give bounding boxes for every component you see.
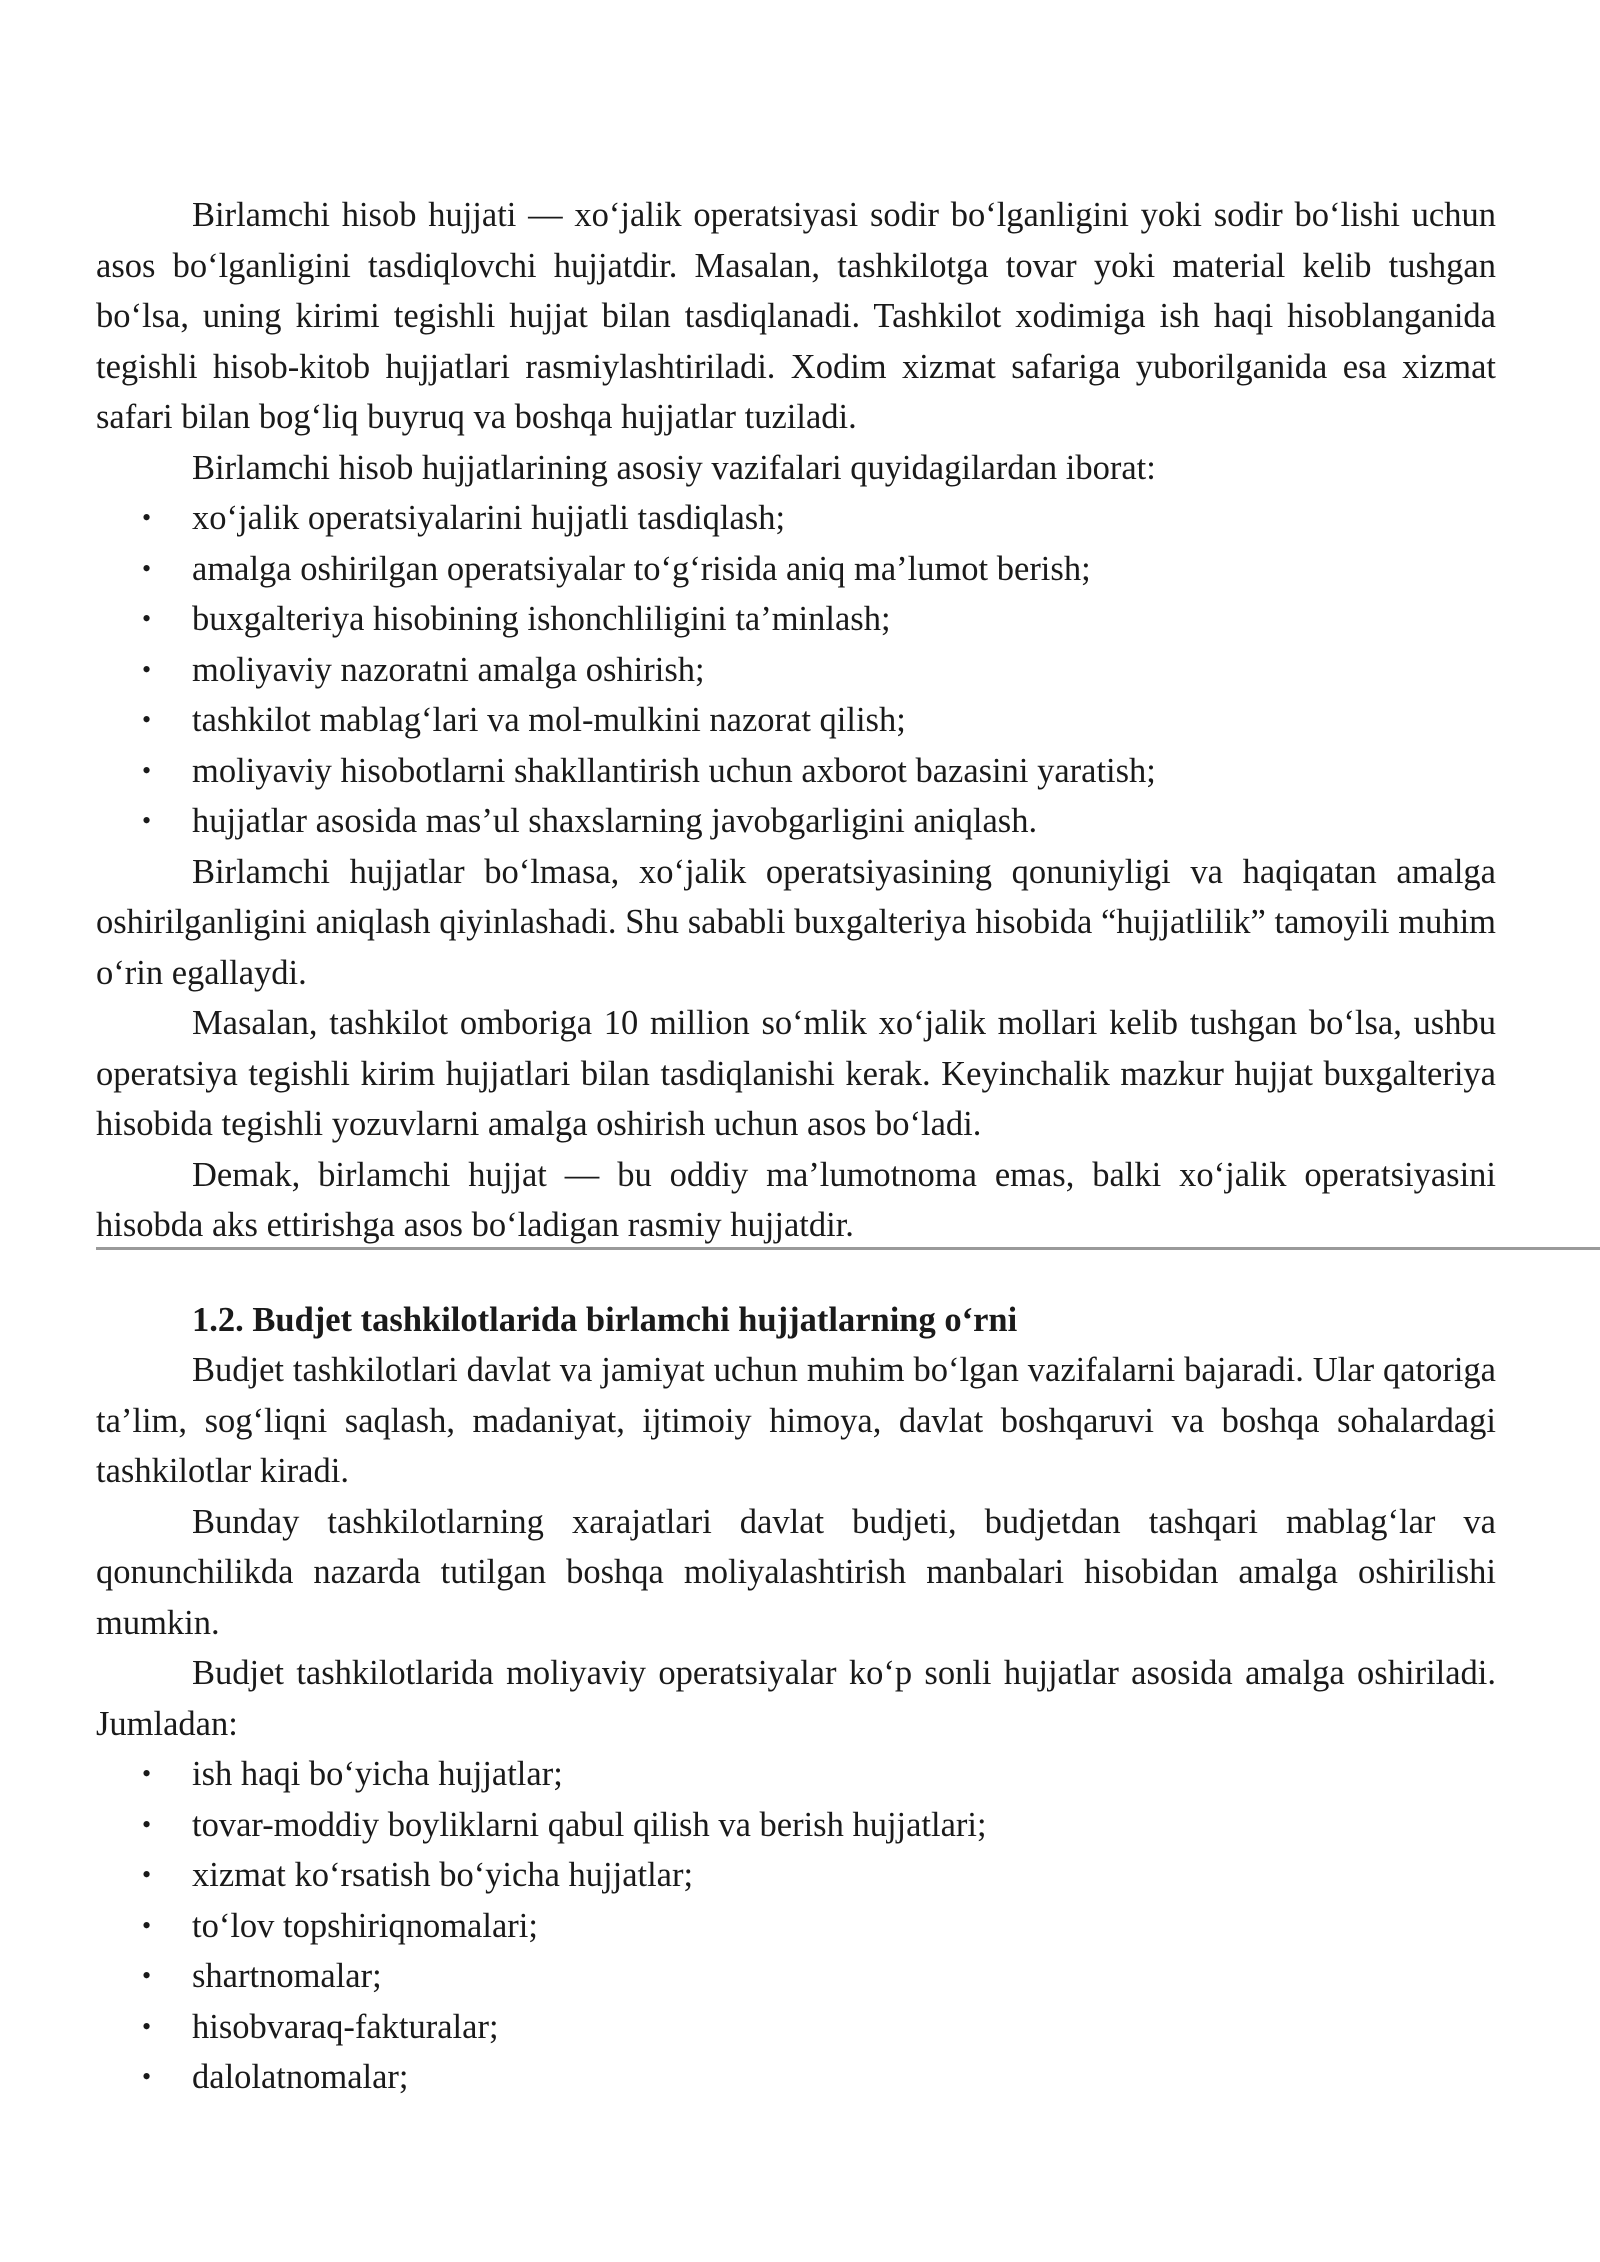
section-divider (96, 1247, 1600, 1250)
bullet-icon: • (142, 705, 152, 734)
list-item: • tovar-moddiy boyliklarni qabul qilish va berish hujjatlari; (96, 1800, 1496, 1851)
bullet-icon: • (142, 1759, 152, 1788)
bullet-icon: • (142, 1910, 152, 1940)
list-item: • xo‘jalik operatsiyalarini hujjatli tasdiqlash; (96, 493, 1496, 544)
paragraph-example: Masalan, tashkilot omboriga 10 million so‘mlik xo‘jalik mollari kelib tushgan bo‘lsa, ushbu operatsiya tegishli kirim hujjatlari bilan tasdiqlanishi kerak. Keyinchalik mazkur hujjat buxgalteriya hisobida tegishli yozuvlarni amalga oshirish uchun asos bo‘ladi. (96, 1004, 1496, 1143)
bullet-icon: • (142, 503, 152, 532)
bullet-icon: • (142, 604, 152, 633)
paragraph-documentation-principle: Birlamchi hujjatlar bo‘lmasa, xo‘jalik operatsiyasining qonuniyligi va haqiqatan amalga oshirilganligini aniqlash qiyinlashadi. Shu sababli buxgalteriya hisobida “hujjatlilik” tamoyili muhim o‘rin egallaydi. (96, 852, 1496, 992)
paragraph-expenses: Bunday tashkilotlarning xarajatlari davlat budjeti, budjetdan tashqari mablag‘lar va qonunchilikda nazarda tutilgan boshqa moliyalashtirish manbalari hisobidan amalga oshirilishi mumkin. (96, 1502, 1496, 1642)
bullet-icon: • (142, 654, 152, 684)
bullet-icon: • (142, 1961, 152, 1990)
paragraph-operations: Budjet tashkilotlarida moliyaviy operatsiyalar ko‘p sonli hujjatlar asosida amalga oshiriladi. Jumladan: (96, 1654, 1496, 1743)
list-item: • xizmat ko‘rsatish bo‘yicha hujjatlar; (96, 1850, 1496, 1901)
bullet-icon: • (142, 2062, 152, 2091)
functions-list (96, 493, 1496, 847)
bullet-icon: • (142, 1809, 152, 1839)
paragraph-budget-orgs: Budjet tashkilotlari davlat va jamiyat uchun muhim bo‘lgan vazifalarni bajaradi. Ular qatoriga ta’lim, sog‘liqni saqlash, madaniyat, ijtimoiy himoya, davlat boshqaruvi va boshqa sohalardagi tashkilotlar kiradi. (96, 1351, 1496, 1490)
document-body-top (96, 190, 1496, 1251)
list-item: • tashkilot mablag‘lari va mol-mulkini nazorat qilish; (96, 695, 1496, 746)
list-item: • dalolatnomalar; (96, 2052, 1496, 2103)
list-item: • hisobvaraq-fakturalar; (96, 2002, 1496, 2053)
document-body-section (96, 1345, 1496, 2103)
documents-list (96, 1749, 1496, 2103)
list-item: • amalga oshirilgan operatsiyalar to‘g‘risida aniq ma’lumot berish; (96, 544, 1496, 595)
list-item: • shartnomalar; (96, 1951, 1496, 2002)
section-heading: 1.2. Budjet tashkilotlarida birlamchi hujjatlarning o‘rni (192, 1301, 1018, 1339)
paragraph-conclusion: Demak, birlamchi hujjat — bu oddiy ma’lumotnoma emas, balki xo‘jalik operatsiyasini hisobda aks ettirishga asos bo‘ladigan rasmiy hujjatdir. (96, 1155, 1496, 1244)
list-item: • moliyaviy hisobotlarni shakllantirish uchun axborot bazasini yaratish; (96, 746, 1496, 797)
bullet-icon: • (142, 806, 152, 835)
list-item: • buxgalteriya hisobining ishonchliligini ta’minlash; (96, 594, 1496, 645)
list-item: • hujjatlar asosida mas’ul shaxslarning javobgarligini aniqlash. (96, 796, 1496, 847)
bullet-icon: • (142, 2011, 152, 2041)
list-item: • moliyaviy nazoratni amalga oshirish; (96, 645, 1496, 696)
list-item: • to‘lov topshiriqnomalari; (96, 1901, 1496, 1952)
bullet-icon: • (142, 1860, 152, 1889)
list-item: • ish haqi bo‘yicha hujjatlar; (96, 1749, 1496, 1800)
bullet-icon: • (142, 755, 152, 785)
bullet-icon: • (142, 553, 152, 583)
paragraph-functions-intro: Birlamchi hisob hujjatlarining asosiy vazifalari quyidagilardan iborat: (192, 448, 1156, 487)
paragraph-definition: Birlamchi hisob hujjati — xo‘jalik operatsiyasi sodir bo‘lganligini yoki sodir bo‘lishi uchun asos bo‘lganligini tasdiqlovchi hujjatdir. Masalan, tashkilotga tovar yoki material kelib tushgan bo‘lsa, uning kirimi tegishli hujjat bilan tasdiqlanadi. Tashkilot xodimiga ish haqi hisoblanganida tegishli hisob-kitob hujjatlari rasmiylashtiriladi. Xodim xizmat safariga yuborilganida esa xizmat safari bilan bog‘liq buyruq va boshqa hujjatlar tuziladi. (96, 196, 1496, 436)
